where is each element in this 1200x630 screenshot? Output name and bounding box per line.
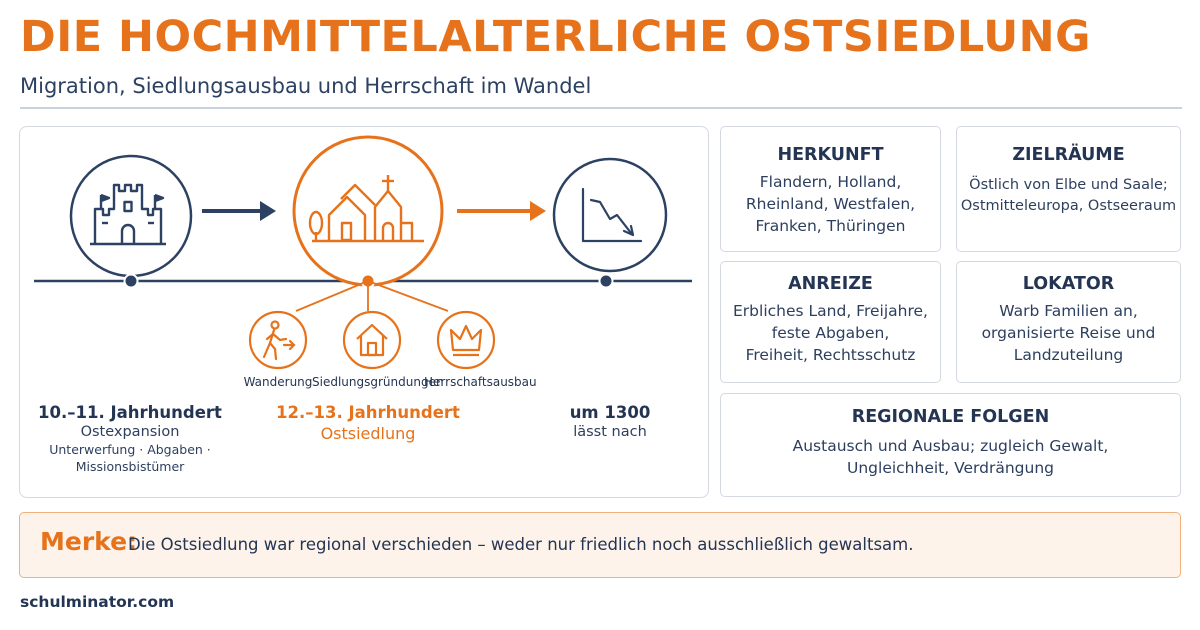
timeline-panel <box>19 126 709 498</box>
branch-label-wanderung: Wanderung <box>243 375 313 389</box>
card-anreize-line: feste Abgaben, <box>771 324 890 342</box>
stage1-title: 10.–11. Jahrhundert <box>38 403 222 422</box>
stage2-title: 12.–13. Jahrhundert <box>276 403 460 422</box>
merke-label: Merke: <box>40 527 138 556</box>
card-lokator-line: organisierte Reise und <box>981 324 1156 342</box>
card-lokator-body <box>957 300 1180 366</box>
arrow-right-icon <box>202 201 276 221</box>
card-herkunft-line: Franken, Thüringen <box>755 217 906 235</box>
card-anreize <box>720 261 941 383</box>
stage2-sub: Ostsiedlung <box>320 424 416 443</box>
card-anreize-line: Erbliches Land, Freijahre, <box>733 302 928 320</box>
card-lokator-line: Warb Familien an, <box>999 302 1138 320</box>
card-lokator-title: LOKATOR <box>1022 274 1115 294</box>
arrow-right-icon-2 <box>457 201 546 221</box>
card-zielraeume-line: Östlich von Elbe und Saale; <box>969 177 1168 193</box>
merke-text: Die Ostsiedlung war regional verschieden – weder nur friedlich noch ausschließlich gewaltsam. <box>128 535 914 554</box>
card-folgen-line: Austausch und Ausbau; zugleich Gewalt, <box>792 437 1109 455</box>
stage3-text <box>550 403 670 440</box>
castle-icon <box>71 156 191 276</box>
branch-label-herrschaftsausbau: Herrschaftsausbau <box>424 375 537 389</box>
card-zielraeume-line: Ostmitteleuropa, Ostseeraum <box>960 197 1177 214</box>
stage1-marker <box>125 275 138 288</box>
declining-chart-icon <box>554 159 666 271</box>
stage3-marker <box>600 275 613 288</box>
stage1-detail-2: Missionsbistümer <box>75 458 185 474</box>
card-folgen-title: REGIONALE FOLGEN <box>851 407 1050 427</box>
card-lokator-line: Landzuteilung <box>1013 346 1124 364</box>
card-zielraeume <box>956 126 1181 252</box>
card-anreize-body <box>721 300 940 366</box>
card-regionale-folgen <box>720 393 1181 497</box>
card-anreize-line: Freiheit, Rechtsschutz <box>745 346 916 364</box>
card-herkunft-line: Flandern, Holland, <box>759 173 902 191</box>
card-folgen-body <box>721 435 1180 479</box>
card-folgen-line: Ungleichheit, Verdrängung <box>847 459 1054 477</box>
stage3-sub: lässt nach <box>573 424 647 440</box>
page-subtitle: Migration, Siedlungsausbau und Herrschaft im Wandel <box>20 74 592 98</box>
stage1-detail-1: Unterwerfung · Abgaben · <box>49 442 211 457</box>
card-herkunft-body <box>721 171 940 237</box>
page-title: DIE HOCHMITTELALTERLICHE OSTSIEDLUNG <box>20 12 1091 62</box>
card-herkunft <box>720 126 941 252</box>
house-icon <box>344 312 400 368</box>
header-divider <box>20 107 1182 109</box>
stage1-sub: Ostexpansion <box>80 424 180 440</box>
walking-person-icon <box>250 312 306 368</box>
stage3-title: um 1300 <box>569 403 651 422</box>
card-herkunft-line: Rheinland, Westfalen, <box>745 195 916 213</box>
card-zielraeume-title: ZIELRÄUME <box>1012 145 1125 165</box>
card-anreize-title: ANREIZE <box>788 274 873 294</box>
card-herkunft-title: HERKUNFT <box>777 145 884 165</box>
crown-icon <box>438 312 494 368</box>
stage1-text <box>30 403 230 476</box>
branch-label-siedlungsgruendungen: Siedlungsgründungen <box>312 375 444 389</box>
merke-box <box>19 512 1181 578</box>
footer-site: schulminator.com <box>20 593 175 611</box>
card-lokator <box>956 261 1181 383</box>
stage2-text <box>268 403 468 443</box>
card-zielraeume-body <box>957 175 1180 216</box>
